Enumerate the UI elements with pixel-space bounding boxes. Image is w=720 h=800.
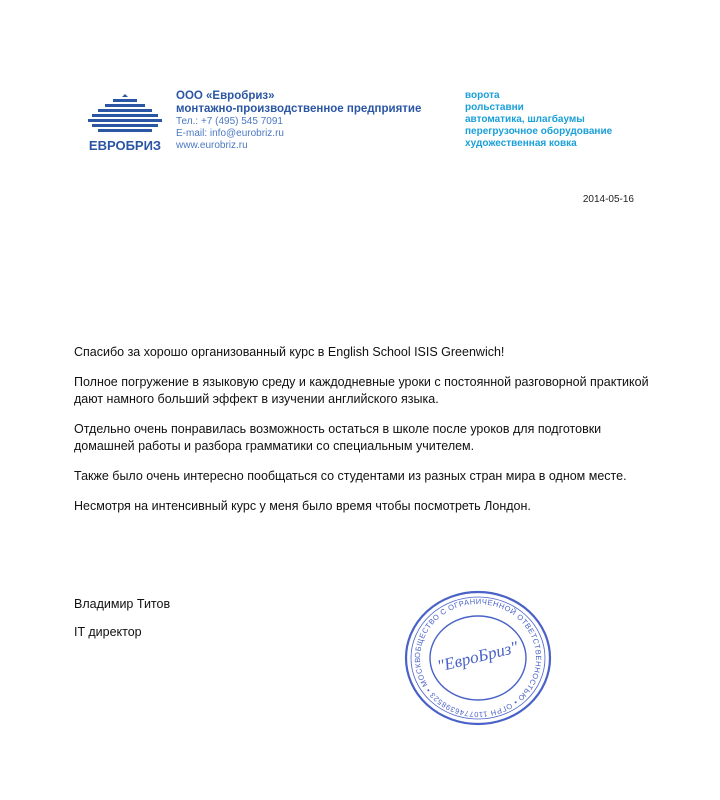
service-item: ворота — [465, 90, 500, 101]
company-logo — [88, 92, 162, 156]
company-website: www.eurobriz.ru — [176, 140, 248, 151]
services-list — [465, 90, 612, 150]
paragraph: Также было очень интересно пообщаться со студентами из разных стран мира в одном месте. — [74, 469, 627, 483]
paragraph: Отдельно очень понравилась возможность остаться в школе после уроков для подготовки домашней работы и разбора грамматики со специальным учителем. — [74, 422, 602, 453]
company-info — [176, 90, 421, 152]
signer-title: IT директор — [74, 625, 142, 639]
company-email: E-mail: info@eurobriz.ru — [176, 128, 284, 139]
service-item: перегрузочное оборудование — [465, 126, 613, 137]
stamp-ring-text: ОБЩЕСТВО С ОГРАНИЧЕННОЙ ОТВЕТСТВЕННОСТЬЮ • ОГРН 1107746398523 • МОСКВ — [412, 596, 544, 720]
company-stamp — [398, 588, 558, 728]
letter-date: 2014-05-16 — [582, 194, 634, 205]
signer-name: Владимир Титов — [74, 597, 171, 611]
company-phone: Тел.: +7 (495) 545 7091 — [176, 116, 283, 127]
letterhead — [88, 90, 648, 160]
service-item: автоматика, шлагбаумы — [465, 114, 585, 125]
stamp-graphic — [398, 588, 558, 728]
company-name: ООО «Евробриз» — [176, 90, 275, 102]
company-subtitle: монтажно-производственное предприятие — [176, 103, 422, 115]
stamp-center-text: "ЕвроБриз" — [435, 637, 521, 676]
logo-graphic — [88, 92, 162, 156]
service-item: художественная ковка — [465, 138, 577, 149]
letter-body — [74, 344, 654, 528]
paragraph: Полное погружение в языковую среду и каждодневные уроки с постоянной разговорной практикой дают намного больший эффект в изучении английского языка. — [74, 375, 649, 406]
service-item: рольставни — [465, 102, 524, 113]
paragraph: Спасибо за хорошо организованный курс в English School ISIS Greenwich! — [74, 345, 505, 359]
logo-text: ЕВРОБРИЗ — [88, 138, 162, 153]
paragraph: Несмотря на интенсивный курс у меня было время чтобы посмотреть Лондон. — [74, 499, 531, 513]
